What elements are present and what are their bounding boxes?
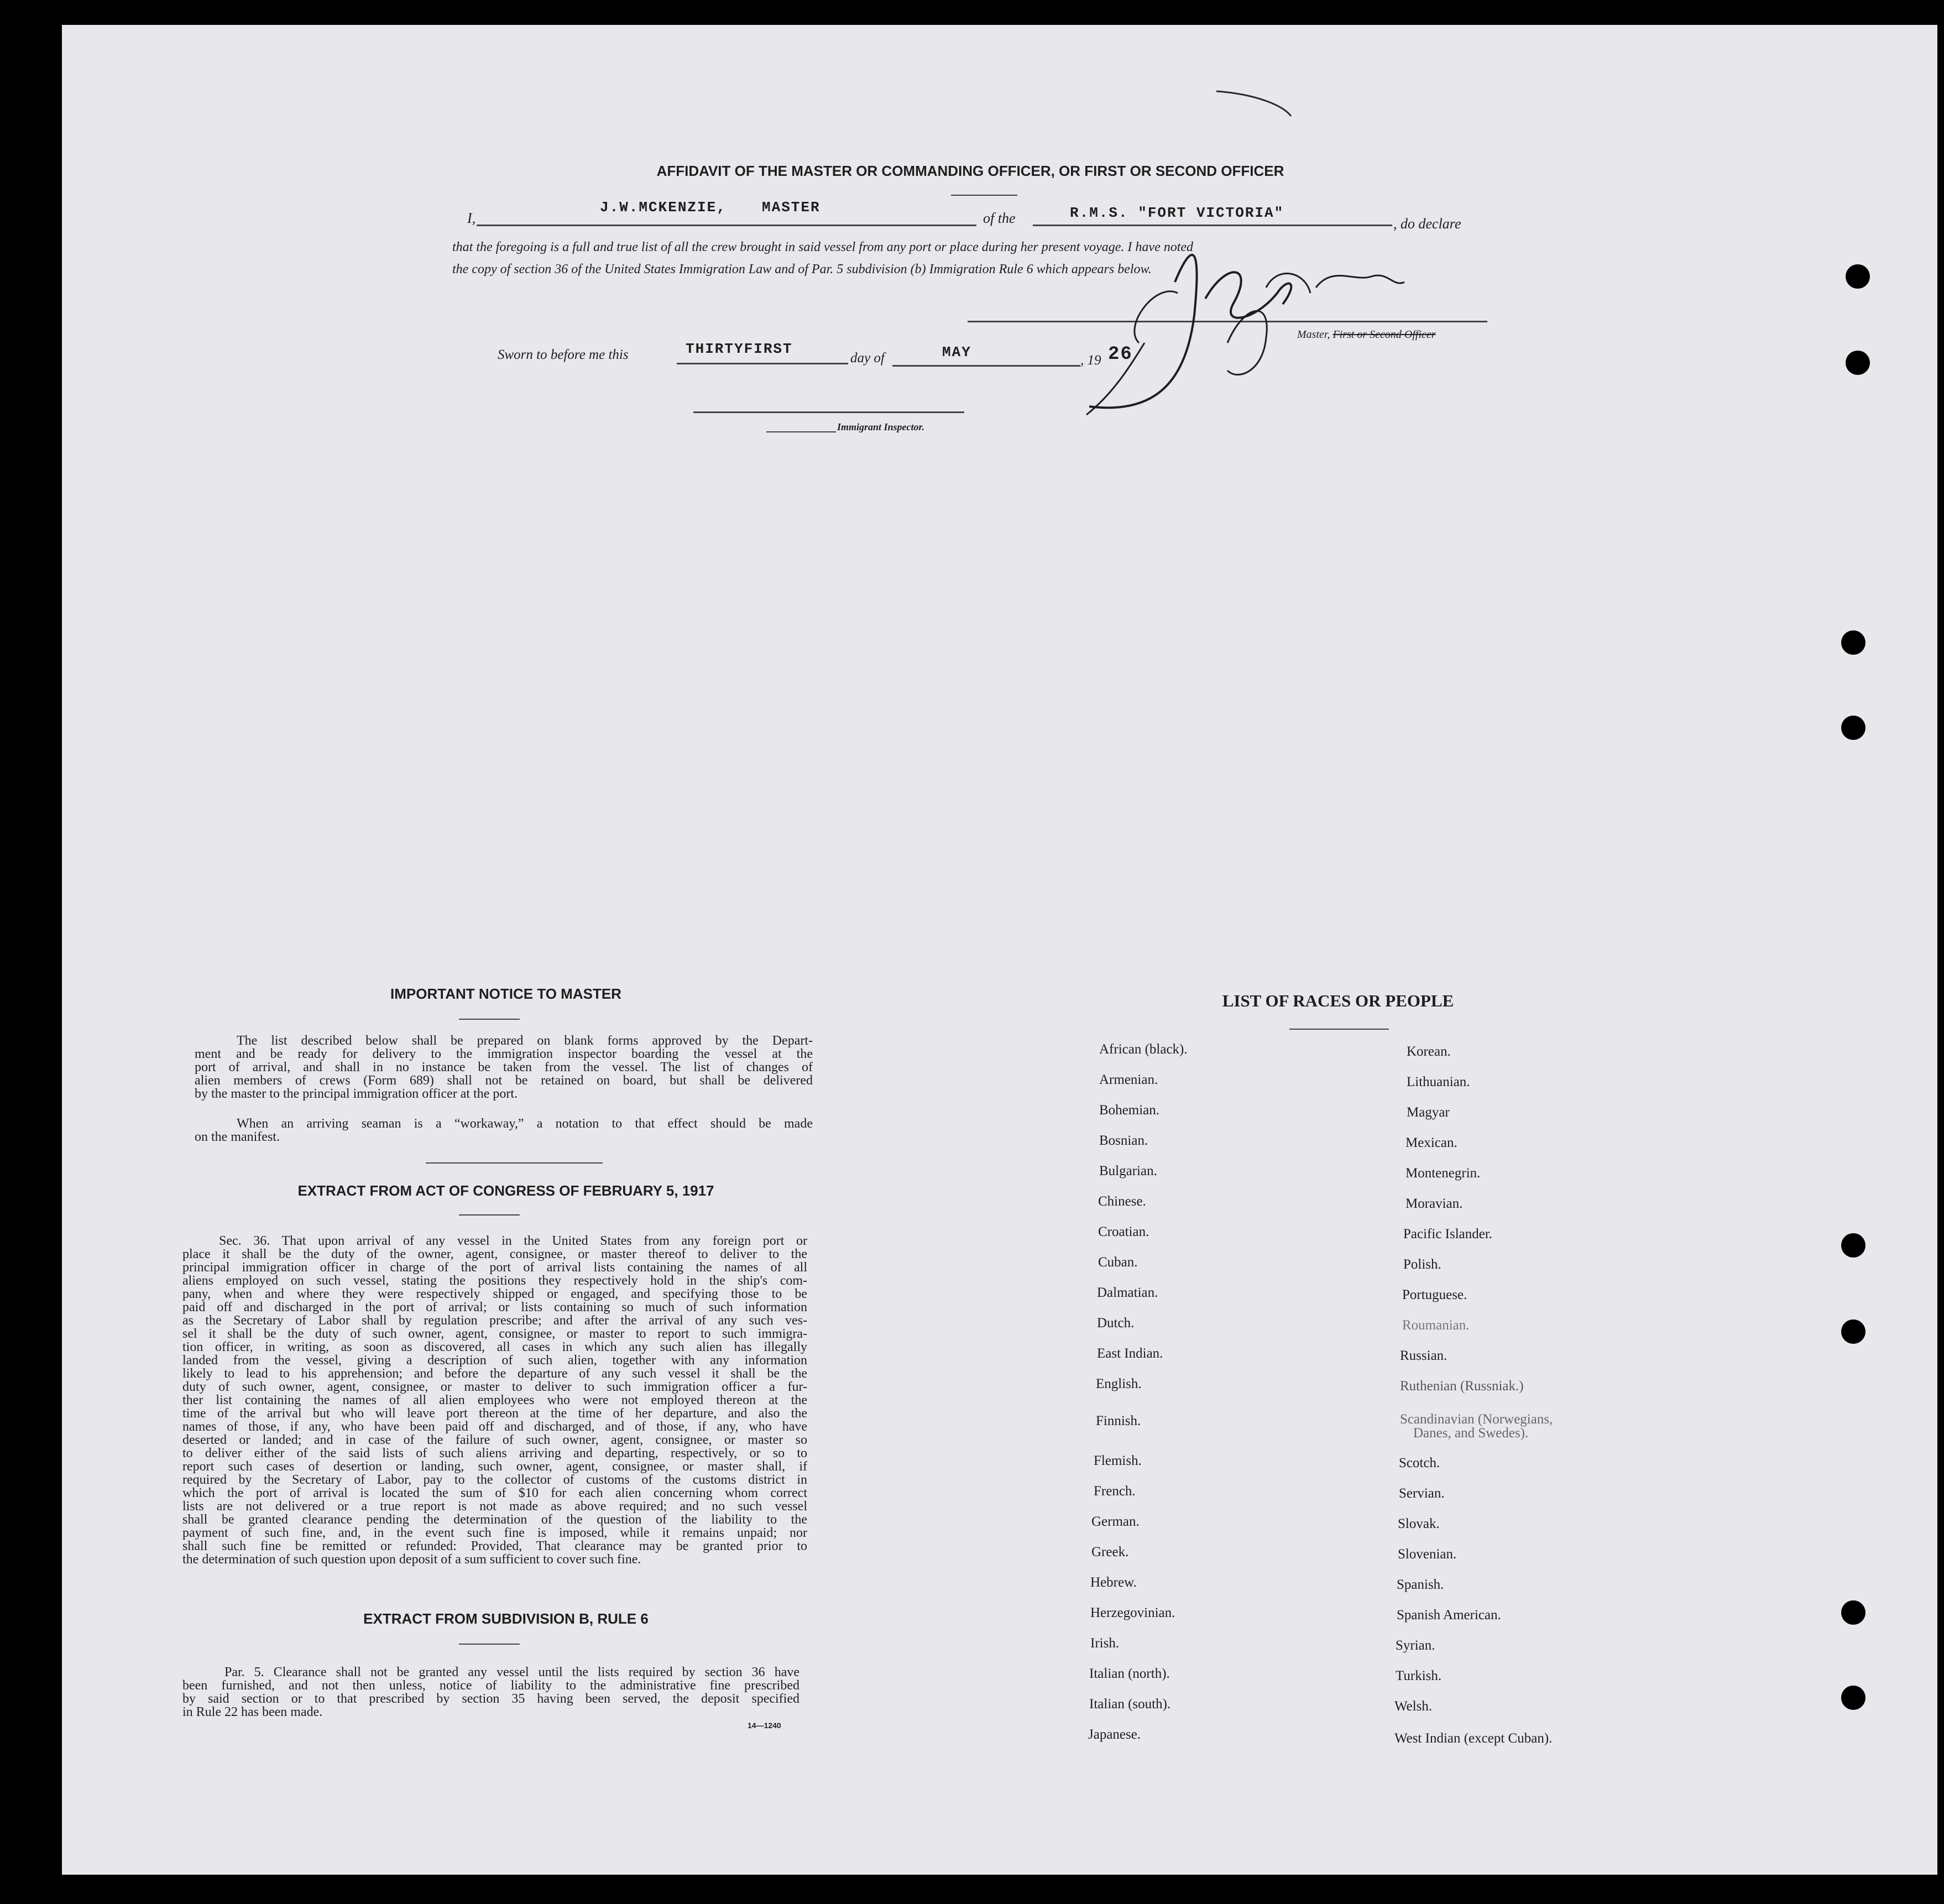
affidavit-heading: AFFIDAVIT OF THE MASTER OR COMMANDING OFFICER, OR FIRST OR SECOND OFFICER [656,163,1284,179]
rule-heading: EXTRACT FROM SUBDIVISION B, RULE 6 [363,1610,649,1627]
notice-line: on the manifest. [195,1130,280,1144]
act-line: the determination of such question upon deposit of a sum sufficient to cover such fine. [182,1552,641,1567]
race-item: Herzegovinian. [1090,1605,1175,1620]
race-item: West Indian (except Cuban). [1394,1731,1553,1746]
act-line: lists are not delivered or a true report is not made as above required; and no such vessel [182,1499,807,1514]
race-item: Korean. [1407,1044,1451,1059]
master-name: J.W.MCKENZIE, [600,199,727,216]
act-line: duty of such owner, agent, consignee, or master to deliver to such immigration officer a fur- [182,1380,807,1394]
act-line: report such cases of desertion or landing, such owner, agent, consignee, or master shall, if [182,1459,807,1474]
act-line: payment of such fine, and, in the event such fine is imposed, while it remains unpaid; nor [182,1526,807,1540]
race-item: Scotch. [1399,1456,1440,1470]
sworn-label: Sworn to before me this [498,347,629,362]
race-item: Turkish. [1396,1668,1442,1683]
master-rank: MASTER [762,199,821,216]
officer-caption-struck: First or Second Officer [1332,328,1436,341]
binder-hole [1841,1600,1865,1625]
binder-hole [1841,716,1865,740]
officer-caption-master: Master, [1297,328,1330,341]
act-text [182,1234,807,1566]
notice-line: ment and be ready for delivery to the immigration inspector boarding the vessel at the [195,1047,813,1061]
act-line: required by the Secretary of Labor, pay to the collector of customs of the customs district in [182,1473,807,1487]
sworn-month: MAY [942,344,971,361]
notice-line: The list described below shall be prepared on blank forms approved by the Depart- [237,1034,813,1048]
act-line: which the port of arrival is located the sum of $10 for each alien concerning whom correct [182,1486,807,1500]
sworn-day: THIRTYFIRST [686,341,793,357]
form-number: 14—1240 [748,1721,781,1730]
act-line: sel it shall be the duty of such owner, agent, consignee, or master to report to such immigra- [182,1327,807,1341]
act-line: ther list containing the names of all alien employees who were not employed thereon at the [182,1393,807,1407]
race-item: Syrian. [1396,1638,1435,1653]
act-line: principal immigration officer in charge of the port of arrival lists containing the names of all [182,1260,807,1275]
act-line: names of those, if any, who have been paid off and discharged, and of those, if any, who have [182,1420,807,1434]
race-item: Roumanian. [1402,1318,1470,1333]
act-line: shall such fine be remitted or refunded: Provided, That clearance may be granted prior to [182,1539,807,1553]
inspector-label: Immigrant Inspector. [837,421,925,432]
race-item: Montenegrin. [1405,1166,1481,1181]
race-item: German. [1091,1514,1140,1529]
notice-line: alien members of crews (Form 689) shall not be retained on board, but shall be delivered [195,1073,813,1088]
binder-hole [1846,351,1870,375]
divider [426,1162,603,1164]
race-item: French. [1094,1484,1136,1499]
race-item: East Indian. [1097,1346,1163,1361]
year-stroke [1081,332,1153,420]
act-line: shall be granted clearance pending the determination of the question of the liability to the [182,1512,807,1527]
divider [459,1644,520,1645]
act-line: place it shall be the duty of the owner, agent, consignee, or master thereof to deliver to the [182,1247,807,1261]
race-item: Dalmatian. [1097,1285,1158,1300]
binder-hole [1841,1319,1865,1344]
act-line: to deliver either of the said lists of such aliens arriving and departing, respectively, or so to [182,1446,807,1460]
sworn-year: 26 [1108,344,1133,365]
race-item: Flemish. [1094,1453,1142,1468]
race-item: Ruthenian (Russniak.) [1400,1379,1524,1394]
race-item: Mexican. [1405,1135,1457,1150]
rule-line: been furnished, and not then unless, notice of liability to the administrative fine prescribed [182,1678,799,1693]
race-item: Polish. [1403,1257,1441,1272]
race-item: Italian (north). [1089,1666,1170,1681]
race-item: Russian. [1400,1348,1447,1363]
binder-hole [1841,630,1865,655]
binder-hole [1841,1233,1865,1258]
day-of-label: day of [850,351,885,366]
act-line: tion officer, in writing, as soon as discovered, all cases in which any such alien has illegally [182,1340,807,1354]
notice-line: by the master to the principal immigration officer at the port. [195,1087,518,1101]
name-line [477,225,976,226]
notice-paragraph-1 [195,1034,813,1100]
day-line [677,363,848,364]
race-item: Italian (south). [1089,1697,1171,1712]
act-line: pany, when and where they were respectively shipped or engaged, and specifying those to be [182,1287,807,1301]
race-item: Moravian. [1405,1196,1463,1211]
binder-hole [1846,264,1870,289]
officer-caption [1297,328,1436,341]
race-item: Spanish American. [1397,1608,1501,1623]
race-item: Portuguese. [1402,1287,1467,1302]
race-item: Slovenian. [1398,1547,1457,1562]
of-the-label: of the [983,210,1016,226]
month-line [892,365,1080,367]
rule-text [182,1666,799,1719]
race-item: Spanish. [1397,1577,1444,1592]
rule-line: by said section or to that prescribed by section 35 having been served, the deposit specified [182,1692,799,1706]
notice-line: port of arrival, and shall in no instance be taken from the vessel. The list of changes of [195,1060,813,1074]
act-line: aliens employed on such vessel, stating the positions they respectively hold in the ship's com- [182,1274,807,1288]
act-line: Sec. 36. That upon arrival of any vessel in the United States from any foreign port or [219,1234,807,1248]
do-declare-label: , do declare [1393,216,1461,232]
races-heading: LIST OF RACES OR PEOPLE [1222,991,1454,1010]
race-item: Bulgarian. [1099,1164,1157,1178]
race-item: Welsh. [1394,1699,1433,1714]
act-heading: EXTRACT FROM ACT OF CONGRESS OF FEBRUARY 5, 1917 [297,1182,714,1199]
race-item: Slovak. [1398,1516,1440,1531]
inspector-signature-line [693,411,964,413]
affidavit-line-2: that the foregoing is a full and true list of all the crew brought in said vessel from any port or place during her present voyage. I have noted [452,240,1194,254]
race-item: Greek. [1091,1545,1129,1559]
race-item: Japanese. [1088,1727,1141,1742]
race-item: Croatian. [1098,1224,1149,1239]
race-item: Servian. [1399,1486,1445,1501]
vessel-name: R.M.S. "FORT VICTORIA" [1070,205,1284,221]
race-item: Dutch. [1097,1316,1135,1331]
race-item: Bosnian. [1099,1133,1148,1148]
race-item: Irish. [1090,1636,1120,1651]
year-prefix: , 19 [1080,353,1101,368]
race-item: Pacific Islander. [1403,1227,1493,1241]
act-line: paid off and discharged in the port of arrival; or lists containing so much of such information [182,1300,807,1314]
race-item: English. [1096,1376,1142,1391]
notice-paragraph-2 [195,1117,813,1144]
act-line: likely to lead to his apprehension; and before the departure of any such vessel it shall be the [182,1366,807,1381]
race-item: Cuban. [1098,1255,1138,1270]
race-item: Magyar [1407,1105,1450,1120]
race-item: Bohemian. [1099,1103,1160,1118]
document-page [62,25,1937,1875]
race-item: Hebrew. [1090,1575,1137,1590]
race-item: African (black). [1099,1042,1188,1057]
rule-line: in Rule 22 has been made. [182,1705,323,1719]
act-line: as the Secretary of Labor shall by regulation prescribe; and after the arrival of any such ves- [182,1313,807,1328]
divider [951,195,1017,196]
race-item: Danes, and Swedes). [1413,1426,1529,1441]
race-item: Chinese. [1098,1194,1146,1209]
i-label: I, [467,210,476,226]
inspector-caption-line [766,431,836,432]
notice-heading: IMPORTANT NOTICE TO MASTER [390,985,621,1002]
act-line: deserted or landed; and in case of the failure of such owner, agent, consignee, or master so [182,1433,807,1447]
act-line: time of the arrival but who will leave port thereon at the time of her departure, and also the [182,1406,807,1421]
rule-line: Par. 5. Clearance shall not be granted any vessel until the lists required by section 36 have [224,1665,799,1679]
race-item: Armenian. [1099,1072,1158,1087]
divider [459,1019,520,1020]
race-item: Finnish. [1096,1413,1141,1428]
binder-hole [1841,1686,1865,1710]
race-item: Lithuanian. [1407,1074,1470,1089]
divider [1289,1029,1389,1030]
notice-line: When an arriving seaman is a “workaway,” a notation to that effect should be made [237,1117,813,1131]
act-line: landed from the vessel, giving a description of such alien, together with any information [182,1353,807,1368]
race-item: Scandinavian (Norwegians, [1400,1412,1553,1427]
divider [459,1214,520,1216]
affidavit-line-3: the copy of section 36 of the United States Immigration Law and of Par. 5 subdivision (b) Immigration Rule 6 which appears below. [452,262,1152,277]
